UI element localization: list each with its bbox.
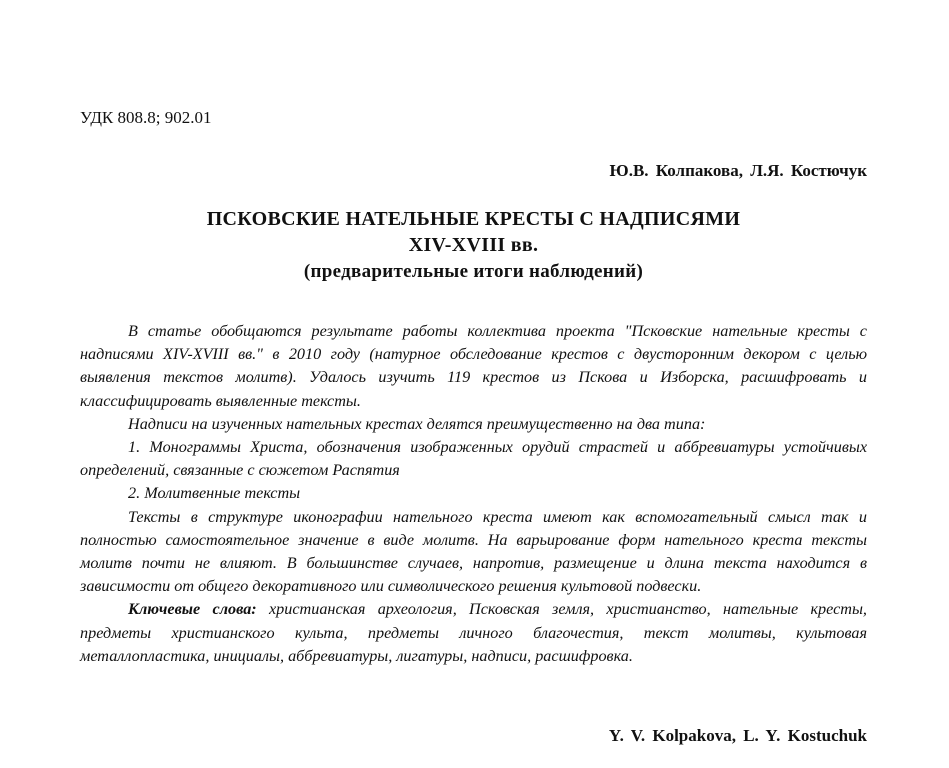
abstract-paragraph-4: 2. Молитвенные тексты [128, 484, 301, 503]
abstract-paragraph-1: В статье обобщаются результате работы коллектива проекта "Псковские нательные кресты с надписями XIV-XVIII вв." в 2010 году (натурное обследование крестов с двусторонним декором с целью выявления текстов молитв). Удалось изучить 119 крестов из Пскова и Изборска, расшифровать и классифицировать выявленные тексты. [80, 322, 867, 410]
udc-code: УДК 808.8; 902.01 [80, 108, 212, 127]
keywords-text: христианская археология, Псковская земля, христианство, нательные кресты, предметы христианского культа, предметы личного благочестия, текст молитвы, культовая металлопластика, инициалы, аббревиатуры, лигатуры, надписи, расшифровка. [80, 600, 867, 665]
abstract [80, 320, 867, 668]
authors-russian: Ю.В. Колпакова, Л.Я. Костючук [609, 161, 867, 180]
abstract-paragraph-2: Надписи на изученных нательных крестах делятся преимущественно на два типа: [128, 414, 706, 433]
keywords-paragraph [80, 598, 867, 668]
title-line-1: ПСКОВСКИЕ НАТЕЛЬНЫЕ КРЕСТЫ С НАДПИСЯМИ [206, 208, 741, 230]
article-title [80, 206, 867, 286]
abstract-paragraph-5: Тексты в структуре иконографии нательного креста имеют как вспомогательный смысл так и полностью самостоятельное значение в виде молитв. На варьирование форм нательного креста тексты молитв почти не влияют. В большинстве случаев, напротив, размещение и длина текста находится в зависимости от общего декоративного или символического решения культовой подвески. [80, 507, 867, 596]
title-line-3: (предварительные итоги наблюдений) [303, 261, 644, 282]
title-line-2: XIV-XVIII вв. [408, 234, 539, 256]
keywords-label: Ключевые слова: [128, 600, 257, 619]
authors-english: Y. V. Kolpakova, L. Y. Kostuchuk [608, 726, 867, 745]
abstract-paragraph-3: 1. Монограммы Христа, обозначения изображенных орудий страстей и аббревиатуры устойчивых определений, связанные с сюжетом Распятия [80, 438, 867, 480]
